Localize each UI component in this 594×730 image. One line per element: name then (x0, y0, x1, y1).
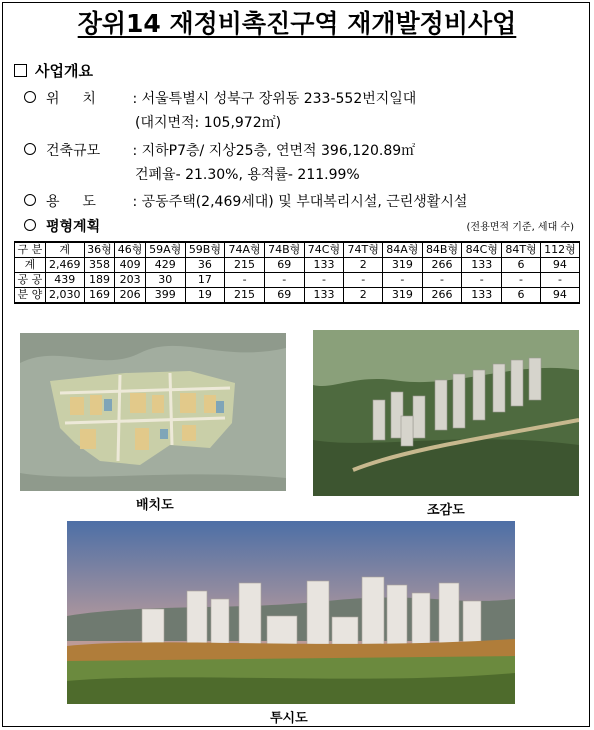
circle-bullet-icon (24, 194, 36, 206)
table-cell: 266 (422, 258, 462, 273)
bird-view-image (313, 330, 579, 496)
table-header-cell: 84A형 (383, 242, 423, 258)
perspective-caption: 투시도 (270, 711, 308, 726)
table-cell: 215 (225, 288, 265, 304)
coverage-ratio: 건폐율- 21.30%, 용적률- 211.99% (135, 167, 360, 183)
table-cell: 공 공 (15, 273, 46, 288)
table-cell: 358 (84, 258, 115, 273)
usage-row: 용 도 : 공동주택(2,469세대) 및 부대복리시설, 근린생활시설 (24, 191, 467, 211)
table-cell: 36 (185, 258, 225, 273)
table-header-cell: 74T형 (344, 242, 383, 258)
table-cell: 439 (45, 273, 84, 288)
site-area: (대지면적: 105,972㎡) (135, 115, 282, 131)
table-cell: 19 (185, 288, 225, 304)
unit-table (14, 241, 580, 304)
table-cell: - (264, 273, 304, 288)
table-cell: 133 (462, 288, 502, 304)
table-cell: - (502, 273, 541, 288)
table-header-cell: 59A형 (145, 242, 185, 258)
page-title: 장위14 재정비촉진구역 재개발정비사업 (77, 9, 517, 38)
table-cell: 분 양 (15, 288, 46, 304)
table-cell: 2 (344, 258, 383, 273)
circle-bullet-icon (24, 219, 36, 231)
circle-bullet-icon (24, 143, 36, 155)
table-cell: 429 (145, 258, 185, 273)
table-cell: 17 (185, 273, 225, 288)
table-header-cell: 84T형 (502, 242, 541, 258)
table-cell: 319 (383, 258, 423, 273)
perspective-image (67, 521, 515, 704)
table-row (15, 288, 580, 304)
table-cell: - (225, 273, 265, 288)
table-cell: - (422, 273, 462, 288)
table-header-cell: 구 분 (15, 242, 46, 258)
scale-row: 건축규모 : 지하P7층/ 지상25층, 연면적 396,120.89㎡ (24, 140, 415, 160)
table-cell: 319 (383, 288, 423, 304)
table-cell: 계 (15, 258, 46, 273)
table-header-cell: 74C형 (304, 242, 344, 258)
table-cell: 133 (304, 288, 344, 304)
table-cell: 6 (502, 258, 541, 273)
table-header-cell: 74A형 (225, 242, 265, 258)
table-cell: 266 (422, 288, 462, 304)
table-cell: 189 (84, 273, 115, 288)
table-cell: 2,030 (45, 288, 84, 304)
location-row: 위 치 : 서울특별시 성북구 장위동 233-552번지일대 (24, 88, 416, 108)
site-plan-caption: 배치도 (136, 498, 174, 513)
table-cell: 215 (225, 258, 265, 273)
table-cell: 133 (462, 258, 502, 273)
table-cell: 30 (145, 273, 185, 288)
site-plan-image (20, 333, 286, 491)
table-header-cell: 46형 (115, 242, 146, 258)
plan-row: 평형계획 (24, 216, 100, 236)
table-cell: 2,469 (45, 258, 84, 273)
section-heading: 사업개요 (14, 60, 93, 81)
table-header-cell: 84B형 (422, 242, 462, 258)
table-header-cell: 59B형 (185, 242, 225, 258)
table-cell: - (383, 273, 423, 288)
square-bullet-icon (14, 64, 27, 77)
table-header-cell: 36형 (84, 242, 115, 258)
table-cell: 206 (115, 288, 146, 304)
table-cell: 94 (540, 258, 579, 273)
table-row (15, 258, 580, 273)
table-cell: 2 (344, 288, 383, 304)
plan-note: (전용면적 기준, 세대 수) (466, 222, 574, 233)
table-cell: - (304, 273, 344, 288)
table-cell: 399 (145, 288, 185, 304)
table-header-cell: 74B형 (264, 242, 304, 258)
table-cell: 94 (540, 288, 579, 304)
table-cell: 69 (264, 288, 304, 304)
table-header-cell: 112형 (540, 242, 579, 258)
table-cell: 409 (115, 258, 146, 273)
table-header-cell: 84C형 (462, 242, 502, 258)
table-row (15, 273, 580, 288)
table-cell: - (462, 273, 502, 288)
table-cell: 69 (264, 258, 304, 273)
bird-view-caption: 조감도 (427, 503, 465, 518)
circle-bullet-icon (24, 91, 36, 103)
table-cell: - (344, 273, 383, 288)
table-cell: 133 (304, 258, 344, 273)
table-header-row (15, 242, 580, 258)
table-cell: 169 (84, 288, 115, 304)
table-cell: 203 (115, 273, 146, 288)
table-cell: - (540, 273, 579, 288)
table-header-cell: 계 (45, 242, 84, 258)
table-cell: 6 (502, 288, 541, 304)
